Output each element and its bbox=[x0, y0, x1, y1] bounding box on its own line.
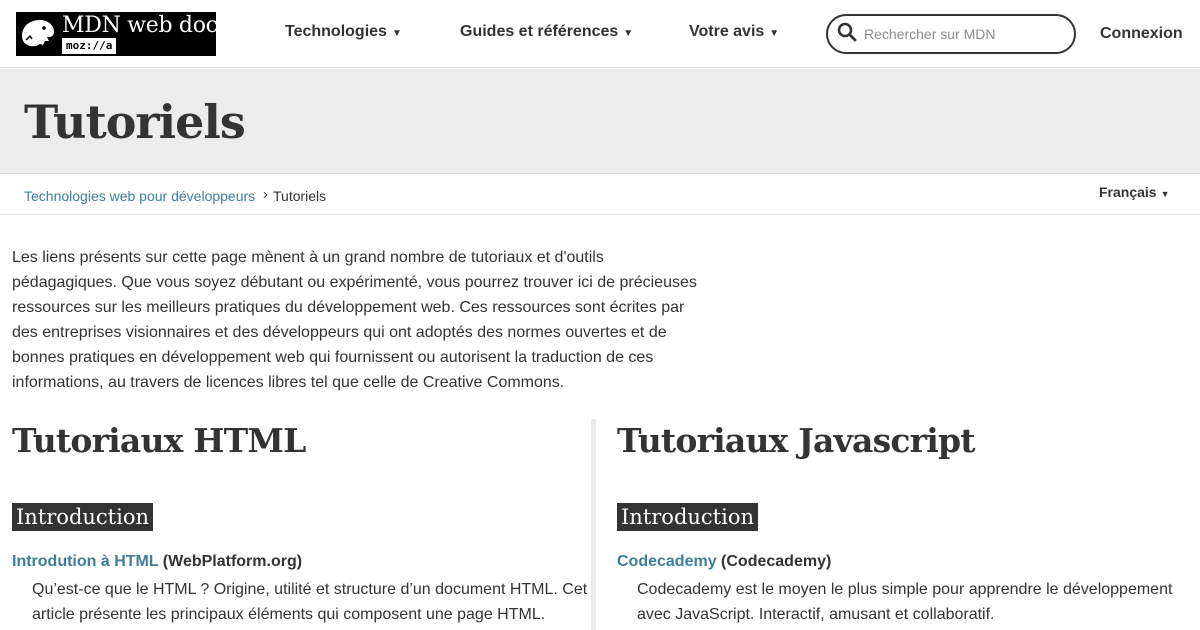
mdn-logo[interactable] bbox=[16, 12, 229, 56]
nav-guides[interactable] bbox=[460, 23, 633, 41]
logo-wordmark bbox=[60, 12, 229, 56]
page-title: Tutoriels bbox=[24, 95, 245, 149]
column-title: Tutoriaux Javascript bbox=[617, 421, 975, 460]
section-heading: Introduction bbox=[617, 503, 758, 531]
caret-down-icon: ▼ bbox=[391, 28, 402, 39]
javascript-tutorials-column bbox=[617, 419, 1187, 627]
logo-mozilla: moz://a bbox=[62, 38, 116, 54]
nav-technologies-label: Technologies bbox=[285, 23, 387, 40]
caret-down-icon: ▼ bbox=[1160, 189, 1170, 199]
breadcrumb-separator: › bbox=[263, 186, 268, 203]
nav-feedback-label: Votre avis bbox=[689, 23, 765, 40]
nav-feedback[interactable] bbox=[689, 23, 779, 41]
language-label: Français bbox=[1099, 184, 1157, 200]
search-input[interactable] bbox=[864, 26, 1064, 42]
caret-down-icon: ▼ bbox=[769, 28, 780, 39]
column-divider bbox=[591, 419, 596, 630]
mdn-dino-icon bbox=[16, 12, 60, 56]
login-link[interactable]: Connexion bbox=[1100, 25, 1183, 42]
tutorial-entry bbox=[12, 553, 590, 571]
breadcrumb-current: Tutoriels bbox=[273, 188, 327, 204]
tutorial-entry bbox=[617, 553, 1187, 571]
language-selector[interactable] bbox=[1099, 184, 1170, 200]
tutorial-link[interactable]: Codecademy bbox=[617, 553, 717, 570]
title-banner bbox=[0, 69, 1200, 174]
column-title: Tutoriaux HTML bbox=[12, 421, 306, 460]
breadcrumb bbox=[0, 175, 1200, 215]
tutorial-source: (WebPlatform.org) bbox=[162, 553, 303, 570]
logo-title: MDN web docs bbox=[62, 13, 229, 38]
tutorial-link[interactable]: Introdution à HTML bbox=[12, 553, 159, 570]
tutorial-description: Qu’est-ce que le HTML ? Origine, utilité et structure d’un document HTML. Cet article présente les principaux éléments qui composent une page HTML. bbox=[32, 581, 588, 623]
section-heading: Introduction bbox=[12, 503, 153, 531]
search-box[interactable] bbox=[826, 14, 1076, 54]
intro-paragraph: Les liens présents sur cette page mènent à un grand nombre de tutoriaux et d'outils pédagagiques. Que vous soyez débutant ou expérimenté, vous pourrez trouver ici de précieuses ressources sur les meilleurs pratiques du développement web. Ces ressources sont écrites par des entreprises visionnaires et des développeurs qui ont adoptés des normes ouvertes et de bonnes pratiques en développement web qui fournissent ou autorisent la traduction de ces informations, au travers de licences libres tel que celle de Creative Commons. bbox=[12, 249, 697, 391]
html-tutorials-column bbox=[12, 419, 590, 627]
search-icon[interactable] bbox=[837, 22, 857, 47]
tutorial-description: Codecademy est le moyen le plus simple pour apprendre le développement avec JavaScript. Interactif, amusant et collaboratif. bbox=[637, 581, 1173, 623]
nav-guides-label: Guides et références bbox=[460, 23, 619, 40]
nav-technologies[interactable] bbox=[285, 23, 402, 41]
tutorial-source: (Codecademy) bbox=[721, 553, 832, 570]
site-header bbox=[0, 0, 1200, 68]
caret-down-icon: ▼ bbox=[623, 28, 634, 39]
breadcrumb-parent-link[interactable]: Technologies web pour développeurs bbox=[24, 188, 256, 204]
